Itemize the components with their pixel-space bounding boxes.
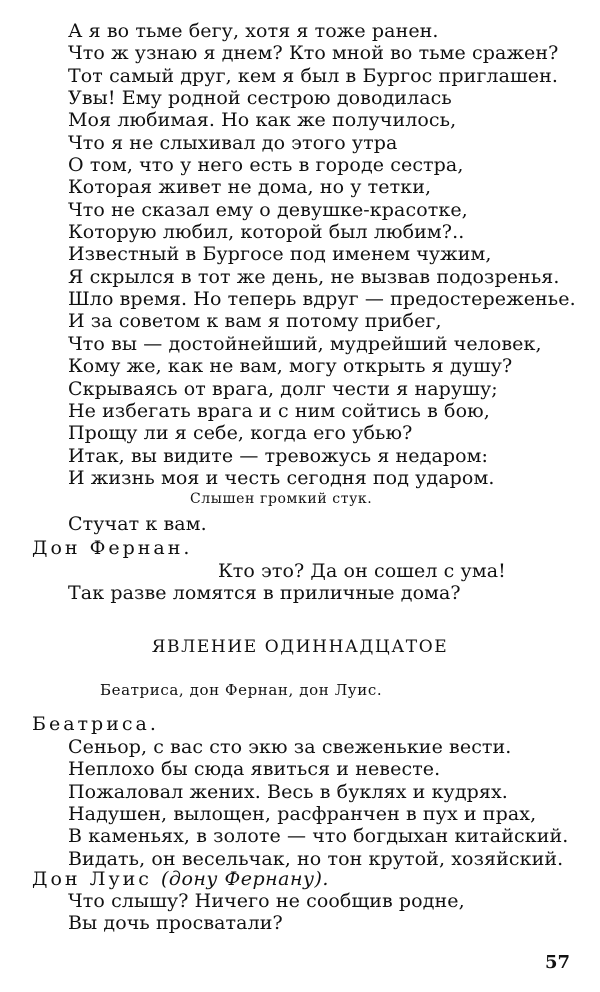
verse-line: Которую любил, которой был любим?.. [68,221,465,244]
verse-line: Что вы — достойнейший, мудрейший человек, [68,332,542,355]
verse-line: Увы! Ему родной сестрою доводилась [68,87,452,110]
verse-line: Стучат к вам. [68,513,207,535]
verse-line: Тот самый друг, кем я был в Бургос приглашен. [68,64,559,87]
verse-line: Не избегать врага и с ним сойтись в бою, [68,399,490,422]
verse-line: Моя любимая. Но как же получилось, [68,109,457,132]
verse-line: И за советом к вам я потому прибег, [68,310,442,333]
verse-line: В каменьях, в золоте — что богдыхан китайский. [68,825,569,848]
verse-line: Что слышу? Ничего не сообщив родне, [68,890,465,912]
verse-line: Надушен, вылощен, расфранчен в пух и прах, [68,803,537,826]
speaker-name: Дон Луис [32,868,152,890]
page-number: 57 [544,952,570,973]
speaker-name: Беатриса. [32,713,159,735]
verse-line: Прощу ли я себе, когда его убью? [68,422,413,445]
verse-line: Так разве ломятся в приличные дома? [68,582,461,604]
verse-line: О том, что у него есть в городе сестра, [68,154,464,177]
verse-line: А я во тьме бегу, хотя я тоже ранен. [68,20,439,42]
verse-line: Кому же, как не вам, могу открыть я душу? [68,355,513,378]
verse-line: Шло время. Но теперь вдруг — предостереженье. [68,288,576,311]
verse-line: Что ж узнаю я днем? Кто мной во тьме сражен? [68,42,559,65]
speaker-name: Дон Фернан. [32,537,193,559]
verse-line: Которая живет не дома, но у тетки, [68,176,432,199]
verse-line: Известный в Бургосе под именем чужим, [68,243,492,266]
verse-line: Вы дочь просватали? [68,912,283,935]
verse-block-3 [68,890,588,935]
verse-line: Итак, вы видите — тревожусь я недаром: [68,444,489,467]
verse-line: Скрываясь от врага, долг чести я нарушу; [68,377,498,400]
verse-line: Что я не слыхивал до этого утра [68,131,398,154]
verse-line: Пожаловал жених. Весь в буклях и кудрях. [68,780,508,803]
verse-line: Кто это? Да он сошел с ума! [218,560,506,582]
verse-line: Что не сказал ему о девушке-красотке, [68,198,468,221]
stage-direction: (дону Фернану). [160,868,329,890]
verse-line: Я скрылся в тот же день, не вызвав подозренья. [68,265,560,288]
verse-block-1 [68,20,588,489]
verse-line: Сеньор, с вас сто экю за свеженькие вести. [68,736,512,758]
stage-direction: Слышен громкий стук. [190,491,373,507]
verse-line: Видать, он весельчак, но тон крутой, хозяйский. [68,847,564,870]
verse-line: Неплохо бы сюда явиться и невесте. [68,758,441,781]
verse-line: И жизнь моя и честь сегодня под ударом. [68,466,495,489]
speaker-line [32,868,329,890]
verse-block-2 [68,736,588,870]
scene-cast: Беатриса, дон Фернан, дон Луис. [100,681,383,699]
scene-heading: ЯВЛЕНИЕ ОДИННАДЦАТОЕ [151,637,449,657]
